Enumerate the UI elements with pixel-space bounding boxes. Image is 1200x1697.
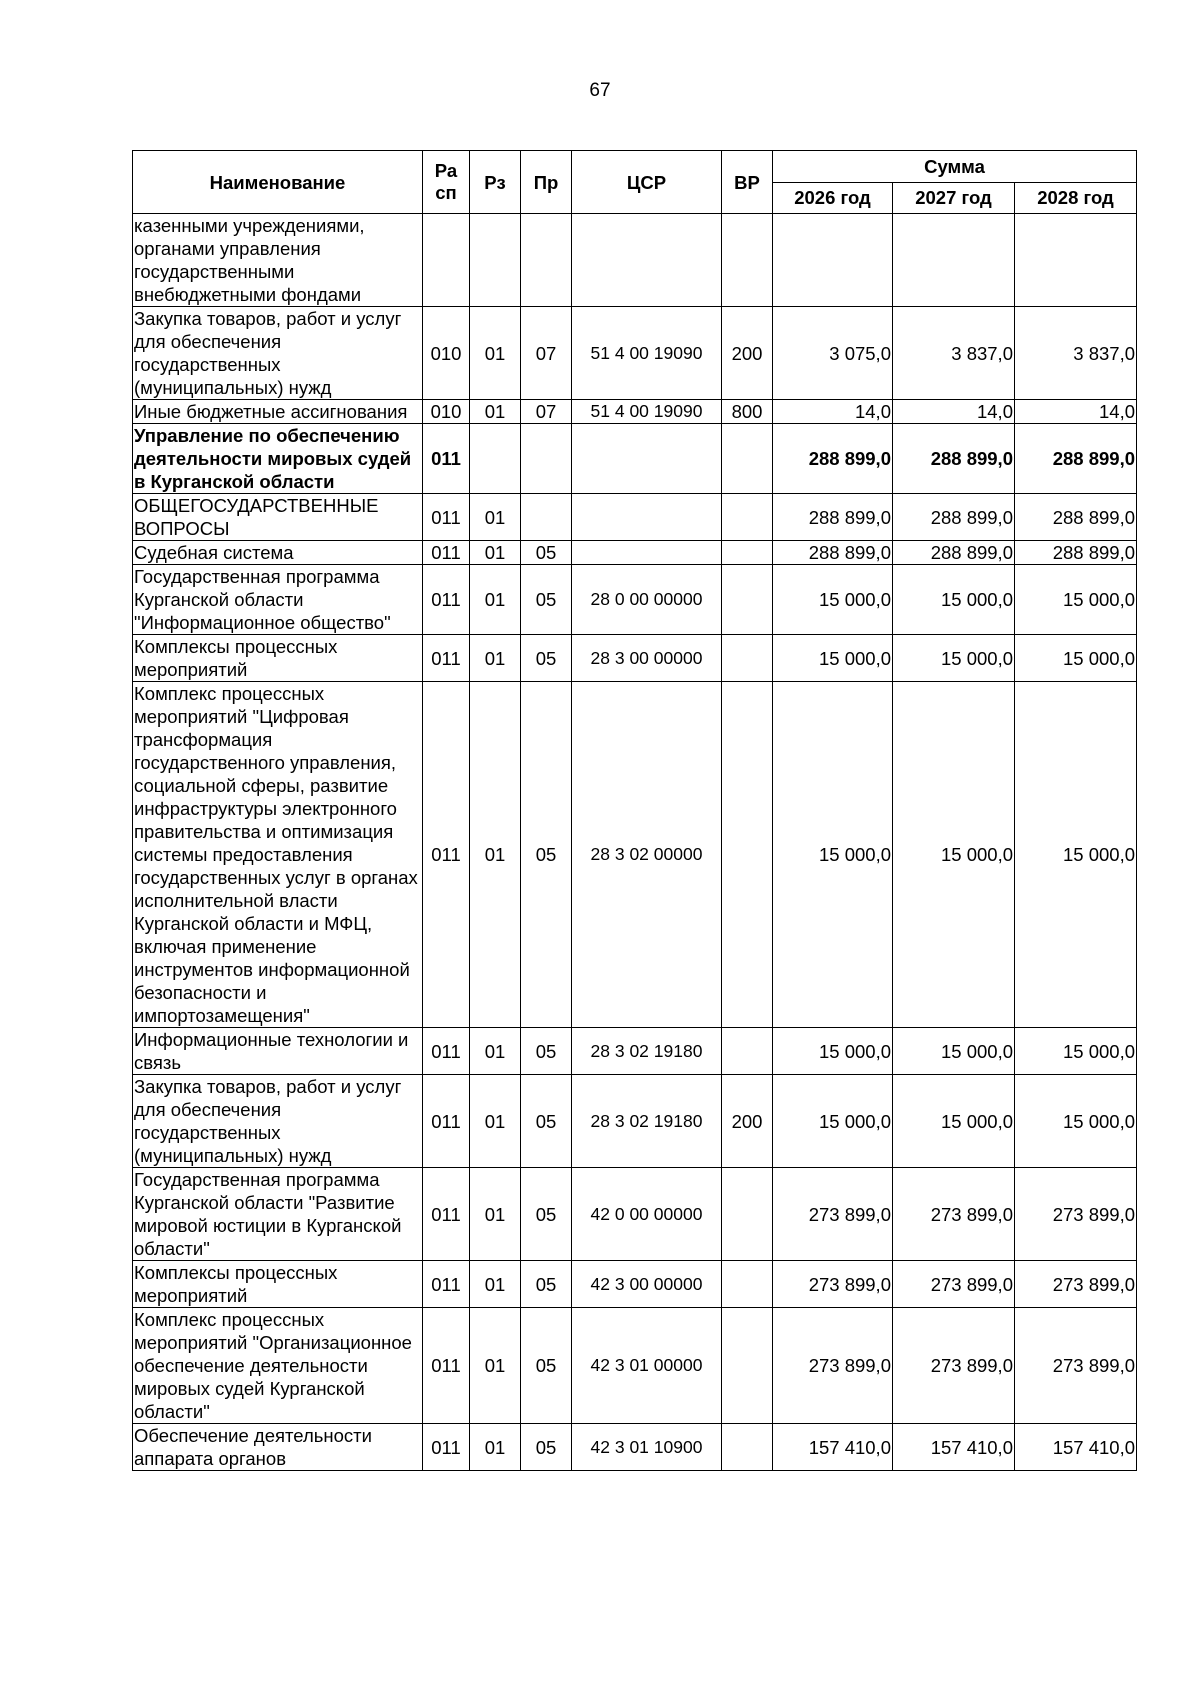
cell-amount-2028: 15 000,0 (1015, 682, 1137, 1028)
cell-vr (722, 541, 773, 565)
cell-vr: 800 (722, 400, 773, 424)
cell-amount-2027 (893, 214, 1015, 307)
cell-rz: 01 (470, 682, 521, 1028)
cell-vr (722, 424, 773, 494)
cell-amount-2027: 15 000,0 (893, 565, 1015, 635)
cell-rz: 01 (470, 1168, 521, 1261)
table-row (133, 400, 1137, 424)
cell-amount-2026: 273 899,0 (773, 1168, 893, 1261)
cell-amount-2028: 15 000,0 (1015, 565, 1137, 635)
cell-rz: 01 (470, 1028, 521, 1075)
cell-pr: 05 (521, 682, 572, 1028)
table-row (133, 424, 1137, 494)
cell-rasp: 010 (423, 400, 470, 424)
cell-rasp: 011 (423, 682, 470, 1028)
cell-amount-2026: 157 410,0 (773, 1424, 893, 1471)
table-row (133, 565, 1137, 635)
table-row (133, 682, 1137, 1028)
cell-name: Государственная программа Курганской области "Информационное общество" (133, 565, 423, 635)
cell-vr (722, 494, 773, 541)
cell-csr: 51 4 00 19090 (572, 307, 722, 400)
cell-name: Судебная система (133, 541, 423, 565)
cell-vr (722, 682, 773, 1028)
cell-amount-2026: 15 000,0 (773, 1075, 893, 1168)
cell-amount-2026: 288 899,0 (773, 424, 893, 494)
cell-rasp: 011 (423, 1424, 470, 1471)
cell-pr: 05 (521, 1308, 572, 1424)
cell-pr: 05 (521, 1168, 572, 1261)
header-rz: Рз (470, 151, 521, 214)
cell-amount-2027: 15 000,0 (893, 1028, 1015, 1075)
header-vr: ВР (722, 151, 773, 214)
cell-name: Иные бюджетные ассигнования (133, 400, 423, 424)
cell-rasp: 011 (423, 1261, 470, 1308)
cell-csr (572, 214, 722, 307)
cell-csr (572, 494, 722, 541)
cell-name: Государственная программа Курганской области "Развитие мировой юстиции в Курганской области" (133, 1168, 423, 1261)
cell-amount-2026: 15 000,0 (773, 565, 893, 635)
cell-name: Комплексы процессных мероприятий (133, 1261, 423, 1308)
cell-amount-2027: 273 899,0 (893, 1308, 1015, 1424)
table-row (133, 541, 1137, 565)
cell-name: Информационные технологии и связь (133, 1028, 423, 1075)
cell-amount-2026: 273 899,0 (773, 1261, 893, 1308)
cell-pr (521, 494, 572, 541)
cell-amount-2028: 15 000,0 (1015, 1028, 1137, 1075)
table-header (133, 151, 1137, 214)
cell-amount-2027: 288 899,0 (893, 541, 1015, 565)
cell-csr (572, 424, 722, 494)
cell-csr: 28 3 02 00000 (572, 682, 722, 1028)
cell-amount-2028: 288 899,0 (1015, 494, 1137, 541)
cell-csr: 42 3 01 10900 (572, 1424, 722, 1471)
cell-pr: 05 (521, 1028, 572, 1075)
cell-pr (521, 424, 572, 494)
cell-rz: 01 (470, 400, 521, 424)
cell-rasp: 011 (423, 565, 470, 635)
cell-csr (572, 541, 722, 565)
cell-name: Закупка товаров, работ и услуг для обеспечения государственных (муниципальных) нужд (133, 307, 423, 400)
cell-rasp: 011 (423, 1308, 470, 1424)
cell-csr: 51 4 00 19090 (572, 400, 722, 424)
cell-csr: 42 3 00 00000 (572, 1261, 722, 1308)
cell-rasp: 011 (423, 1075, 470, 1168)
header-csr: ЦСР (572, 151, 722, 214)
header-year-2028: 2028 год (1015, 182, 1137, 214)
cell-rasp: 010 (423, 307, 470, 400)
cell-name: Комплекс процессных мероприятий "Цифровая трансформация государственного управления, социальной сферы, развитие инфраструктуры электронного правительства и оптимизация системы предоставления государственных услуг в органах исполнительной власти Курганской области и МФЦ, включая применение инструментов информационной безопасности и импортозамещения" (133, 682, 423, 1028)
header-name: Наименование (133, 151, 423, 214)
cell-rasp: 011 (423, 494, 470, 541)
cell-pr (521, 214, 572, 307)
cell-rz: 01 (470, 494, 521, 541)
header-year-2027: 2027 год (893, 182, 1015, 214)
cell-amount-2027: 3 837,0 (893, 307, 1015, 400)
cell-pr: 05 (521, 635, 572, 682)
page-number: 67 (589, 80, 611, 101)
cell-csr: 28 0 00 00000 (572, 565, 722, 635)
cell-rz: 01 (470, 541, 521, 565)
cell-vr: 200 (722, 307, 773, 400)
cell-pr: 05 (521, 1261, 572, 1308)
table-body (133, 214, 1137, 1471)
table-row (133, 307, 1137, 400)
cell-amount-2027: 288 899,0 (893, 424, 1015, 494)
cell-rz: 01 (470, 1075, 521, 1168)
table-row (133, 1028, 1137, 1075)
cell-csr: 28 3 00 00000 (572, 635, 722, 682)
cell-name: Обеспечение деятельности аппарата органов (133, 1424, 423, 1471)
cell-name: Комплекс процессных мероприятий "Организационное обеспечение деятельности мировых судей Курганской области" (133, 1308, 423, 1424)
cell-name: ОБЩЕГОСУДАРСТВЕННЫЕ ВОПРОСЫ (133, 494, 423, 541)
cell-rz: 01 (470, 1261, 521, 1308)
cell-rz: 01 (470, 307, 521, 400)
cell-pr: 05 (521, 565, 572, 635)
cell-rasp: 011 (423, 424, 470, 494)
cell-csr: 42 3 01 00000 (572, 1308, 722, 1424)
cell-amount-2028: 288 899,0 (1015, 424, 1137, 494)
cell-vr (722, 1168, 773, 1261)
cell-amount-2026: 3 075,0 (773, 307, 893, 400)
cell-amount-2028: 273 899,0 (1015, 1308, 1137, 1424)
cell-amount-2028: 15 000,0 (1015, 1075, 1137, 1168)
cell-vr (722, 1028, 773, 1075)
cell-amount-2028: 273 899,0 (1015, 1168, 1137, 1261)
cell-pr: 05 (521, 1075, 572, 1168)
cell-pr: 07 (521, 307, 572, 400)
cell-rasp: 011 (423, 1168, 470, 1261)
cell-amount-2028: 157 410,0 (1015, 1424, 1137, 1471)
cell-vr (722, 1424, 773, 1471)
cell-amount-2026: 288 899,0 (773, 541, 893, 565)
cell-vr (722, 1261, 773, 1308)
cell-csr: 42 0 00 00000 (572, 1168, 722, 1261)
table-row (133, 1261, 1137, 1308)
header-pr: Пр (521, 151, 572, 214)
cell-amount-2027: 15 000,0 (893, 682, 1015, 1028)
cell-amount-2027: 15 000,0 (893, 635, 1015, 682)
cell-csr: 28 3 02 19180 (572, 1075, 722, 1168)
cell-name: Управление по обеспечению деятельности мировых судей в Курганской области (133, 424, 423, 494)
cell-csr: 28 3 02 19180 (572, 1028, 722, 1075)
cell-vr (722, 1308, 773, 1424)
cell-rasp: 011 (423, 1028, 470, 1075)
cell-rz: 01 (470, 635, 521, 682)
cell-amount-2026: 14,0 (773, 400, 893, 424)
cell-amount-2026: 273 899,0 (773, 1308, 893, 1424)
table-row (133, 214, 1137, 307)
cell-name: Закупка товаров, работ и услуг для обеспечения государственных (муниципальных) нужд (133, 1075, 423, 1168)
cell-name: казенными учреждениями, органами управления государственными внебюджетными фондами (133, 214, 423, 307)
cell-amount-2028: 3 837,0 (1015, 307, 1137, 400)
cell-amount-2028: 288 899,0 (1015, 541, 1137, 565)
table-row (133, 1424, 1137, 1471)
cell-name: Комплексы процессных мероприятий (133, 635, 423, 682)
cell-amount-2027: 15 000,0 (893, 1075, 1015, 1168)
cell-amount-2028: 15 000,0 (1015, 635, 1137, 682)
cell-rz: 01 (470, 1424, 521, 1471)
cell-amount-2028: 14,0 (1015, 400, 1137, 424)
table-row (133, 494, 1137, 541)
cell-rasp: 011 (423, 635, 470, 682)
cell-pr: 05 (521, 541, 572, 565)
cell-amount-2028 (1015, 214, 1137, 307)
cell-amount-2027: 157 410,0 (893, 1424, 1015, 1471)
cell-amount-2026: 15 000,0 (773, 1028, 893, 1075)
cell-amount-2026: 15 000,0 (773, 635, 893, 682)
cell-rasp (423, 214, 470, 307)
cell-vr (722, 635, 773, 682)
table-row (133, 1168, 1137, 1261)
cell-amount-2027: 14,0 (893, 400, 1015, 424)
cell-rz (470, 424, 521, 494)
budget-table (132, 150, 1137, 1471)
header-rasp: Ра сп (423, 151, 470, 214)
table-row (133, 1075, 1137, 1168)
cell-pr: 05 (521, 1424, 572, 1471)
cell-pr: 07 (521, 400, 572, 424)
cell-vr (722, 214, 773, 307)
cell-rz: 01 (470, 565, 521, 635)
header-sum: Сумма (773, 151, 1137, 183)
cell-amount-2026 (773, 214, 893, 307)
cell-amount-2026: 288 899,0 (773, 494, 893, 541)
header-year-2026: 2026 год (773, 182, 893, 214)
cell-rz: 01 (470, 1308, 521, 1424)
table-row (133, 635, 1137, 682)
cell-vr (722, 565, 773, 635)
cell-amount-2027: 273 899,0 (893, 1261, 1015, 1308)
cell-rz (470, 214, 521, 307)
table-row (133, 1308, 1137, 1424)
cell-amount-2027: 273 899,0 (893, 1168, 1015, 1261)
cell-vr: 200 (722, 1075, 773, 1168)
cell-rasp: 011 (423, 541, 470, 565)
cell-amount-2028: 273 899,0 (1015, 1261, 1137, 1308)
cell-amount-2027: 288 899,0 (893, 494, 1015, 541)
cell-amount-2026: 15 000,0 (773, 682, 893, 1028)
